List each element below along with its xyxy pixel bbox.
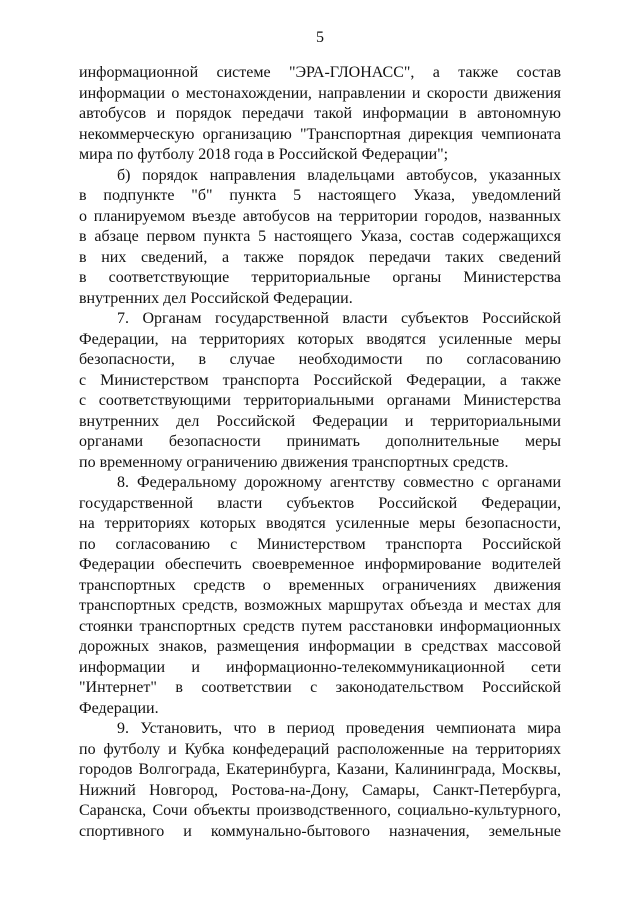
- text-line: стоянки транспортных средств путем расстановки информационных: [79, 617, 561, 635]
- text-line: внутренних дел Российской Федерации.: [79, 289, 353, 307]
- text-line: транспортных средств, возможных маршрутах объезда и местах для: [79, 597, 561, 614]
- text-line: б) порядок направления владельцами автобусов, указанных: [117, 166, 561, 184]
- document-body: [79, 63, 561, 842]
- text-line: Саранска, Сочи объекты производственного, социально-культурного,: [79, 802, 561, 819]
- text-line: с Министерством транспорта Российской Федерации, а также: [79, 371, 561, 389]
- text-line: "Интернет" в соответствии с законодательством Российской: [79, 679, 561, 696]
- text-line: транспортных средств о временных ограничениях движения: [79, 576, 561, 594]
- text-line: автобусов и порядок передачи такой информации в автономную: [79, 105, 561, 122]
- text-line: органами безопасности принимать дополнительные меры: [79, 433, 561, 450]
- text-line: Нижний Новгород, Ростова-на-Дону, Самары, Санкт-Петербурга,: [79, 781, 561, 799]
- text-line: городов Волгограда, Екатеринбурга, Казани, Калининграда, Москвы,: [79, 761, 561, 778]
- text-line: в подпункте "б" пункта 5 настоящего Указа, уведомлений: [79, 187, 561, 204]
- text-line: по временному ограничению движения транспортных средств.: [79, 453, 509, 471]
- text-line: внутренних дел Российской Федерации и территориальными: [79, 412, 561, 430]
- text-line: по футболу и Кубка конфедераций расположенные на территориях: [79, 740, 561, 758]
- text-line: 8. Федеральному дорожному агентству совместно с органами: [117, 474, 561, 491]
- text-line: с соответствующими территориальными органами Министерства: [79, 392, 561, 409]
- text-line: в абзаце первом пункта 5 настоящего Указа, состав содержащихся: [79, 228, 561, 245]
- text-line: Федерации.: [79, 699, 159, 717]
- text-line: информационной системе "ЭРА-ГЛОНАСС", а также состав: [79, 64, 561, 81]
- text-line: на территориях которых вводятся усиленные меры безопасности,: [79, 515, 561, 532]
- text-line: в них сведений, а также порядок передачи таких сведений: [79, 248, 561, 266]
- text-line: мира по футболу 2018 года в Российской Федерации";: [79, 146, 449, 163]
- page-number: 5: [316, 29, 324, 46]
- text-line: Федерации обеспечить своевременное информирование водителей: [79, 556, 561, 573]
- text-line: спортивного и коммунально-бытового назначения, земельные: [79, 822, 561, 840]
- text-line: в соответствующие территориальные органы Министерства: [79, 269, 561, 286]
- text-line: информации и информационно-телекоммуникационной сети: [79, 658, 561, 676]
- text-line: некоммерческую организацию "Транспортная дирекция чемпионата: [79, 125, 561, 143]
- text-line: государственной власти субъектов Российской Федерации,: [79, 494, 561, 512]
- text-line: 7. Органам государственной власти субъектов Российской: [117, 310, 561, 327]
- text-line: Федерации, на территориях которых вводятся усиленные меры: [79, 330, 561, 348]
- text-line: дорожных знаков, размещения информации в средствах массовой: [79, 638, 561, 655]
- text-line: информации о местонахождении, направлении и скорости движения: [79, 84, 561, 102]
- text-line: о планируемом въезде автобусов на территории городов, названных: [79, 207, 561, 225]
- text-line: 9. Установить, что в период проведения чемпионата мира: [117, 720, 561, 737]
- text-line: безопасности, в случае необходимости по согласованию: [79, 351, 561, 368]
- text-line: по согласованию с Министерством транспорта Российской: [79, 535, 561, 553]
